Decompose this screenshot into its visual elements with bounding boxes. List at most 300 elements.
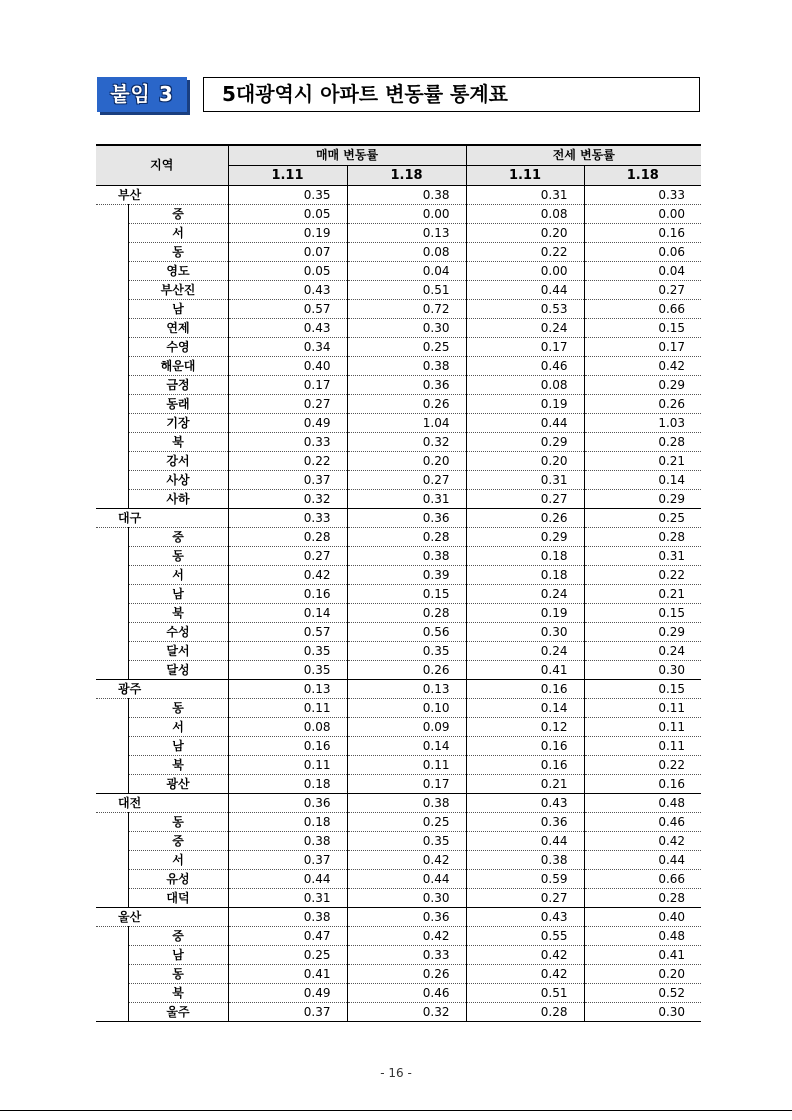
rate-cell: 0.32: [347, 1003, 466, 1022]
rate-cell: 0.37: [228, 1003, 347, 1022]
city-row: [96, 186, 701, 205]
indent-cell: [96, 642, 128, 661]
rate-cell: 0.11: [584, 737, 701, 756]
rate-cell: 0.29: [466, 528, 584, 547]
district-name: 중: [128, 205, 228, 224]
district-name: 북: [128, 433, 228, 452]
rate-cell: 0.35: [347, 832, 466, 851]
rate-cell: 0.46: [347, 984, 466, 1003]
indent-cell: [96, 965, 128, 984]
district-row: [96, 737, 701, 756]
indent-cell: [96, 490, 128, 509]
district-row: [96, 224, 701, 243]
rate-cell: 0.05: [228, 205, 347, 224]
indent-cell: [96, 585, 128, 604]
rate-cell: 0.44: [466, 414, 584, 433]
indent-cell: [96, 395, 128, 414]
rate-cell: 0.33: [228, 509, 347, 528]
apartment-change-rate-table: [96, 144, 701, 1022]
rate-cell: 0.11: [584, 718, 701, 737]
district-row: [96, 528, 701, 547]
district-name: 부산진: [128, 281, 228, 300]
indent-cell: [96, 604, 128, 623]
rate-cell: 0.27: [584, 281, 701, 300]
rate-cell: 0.16: [584, 775, 701, 794]
indent-cell: [96, 832, 128, 851]
rate-cell: 0.22: [466, 243, 584, 262]
rate-cell: 0.16: [228, 585, 347, 604]
rate-cell: 0.13: [228, 680, 347, 699]
rate-cell: 0.28: [228, 528, 347, 547]
district-name: 달서: [128, 642, 228, 661]
rate-cell: 0.26: [466, 509, 584, 528]
rate-cell: 0.24: [466, 585, 584, 604]
rate-cell: 0.08: [347, 243, 466, 262]
district-name: 기장: [128, 414, 228, 433]
indent-cell: [96, 433, 128, 452]
rate-cell: 0.07: [228, 243, 347, 262]
district-name: 연제: [128, 319, 228, 338]
rate-cell: 0.16: [228, 737, 347, 756]
district-row: [96, 357, 701, 376]
rate-cell: 0.72: [347, 300, 466, 319]
sale-rate-header: 매매 변동률: [228, 145, 466, 166]
indent-cell: [96, 547, 128, 566]
rate-cell: 0.46: [466, 357, 584, 376]
indent-cell: [96, 452, 128, 471]
rate-cell: 0.11: [228, 699, 347, 718]
rate-cell: 0.38: [347, 794, 466, 813]
district-row: [96, 623, 701, 642]
district-row: [96, 300, 701, 319]
district-row: [96, 699, 701, 718]
indent-cell: [96, 357, 128, 376]
rate-cell: 0.27: [347, 471, 466, 490]
rate-cell: 0.36: [228, 794, 347, 813]
rate-cell: 0.44: [584, 851, 701, 870]
rate-cell: 0.28: [347, 528, 466, 547]
rate-cell: 0.42: [584, 357, 701, 376]
district-row: [96, 471, 701, 490]
rate-cell: 0.43: [466, 908, 584, 927]
date-header: 1.18: [584, 166, 701, 186]
rate-cell: 0.27: [228, 395, 347, 414]
district-name: 남: [128, 737, 228, 756]
district-name: 동: [128, 813, 228, 832]
rate-cell: 0.35: [228, 661, 347, 680]
indent-cell: [96, 756, 128, 775]
district-row: [96, 1003, 701, 1022]
rate-cell: 0.08: [466, 376, 584, 395]
indent-cell: [96, 300, 128, 319]
district-name: 사하: [128, 490, 228, 509]
rate-cell: 0.30: [466, 623, 584, 642]
rate-cell: 0.15: [584, 319, 701, 338]
district-name: 유성: [128, 870, 228, 889]
rate-cell: 0.38: [347, 357, 466, 376]
rate-cell: 0.21: [466, 775, 584, 794]
rate-cell: 0.27: [466, 490, 584, 509]
indent-cell: [96, 376, 128, 395]
district-name: 동: [128, 243, 228, 262]
rate-cell: 0.17: [347, 775, 466, 794]
rate-cell: 0.33: [347, 946, 466, 965]
district-row: [96, 851, 701, 870]
region-header: 지역: [96, 145, 228, 186]
rate-cell: 0.57: [228, 623, 347, 642]
rate-cell: 0.36: [347, 908, 466, 927]
district-name: 영도: [128, 262, 228, 281]
rate-cell: 0.43: [228, 319, 347, 338]
district-name: 북: [128, 984, 228, 1003]
rate-cell: 0.24: [466, 319, 584, 338]
rate-cell: 0.29: [584, 623, 701, 642]
rate-cell: 0.26: [347, 395, 466, 414]
rate-cell: 0.17: [466, 338, 584, 357]
rate-cell: 0.31: [347, 490, 466, 509]
district-name: 달성: [128, 661, 228, 680]
district-row: [96, 414, 701, 433]
district-row: [96, 965, 701, 984]
indent-cell: [96, 889, 128, 908]
rate-cell: 0.51: [466, 984, 584, 1003]
page-title: 5대광역시 아파트 변동률 통계표: [203, 77, 700, 112]
indent-cell: [96, 699, 128, 718]
rate-cell: 0.38: [228, 832, 347, 851]
city-name: 울산: [96, 908, 228, 927]
indent-cell: [96, 851, 128, 870]
rate-cell: 0.26: [347, 661, 466, 680]
rate-cell: 0.37: [228, 851, 347, 870]
indent-cell: [96, 528, 128, 547]
rate-cell: 0.19: [228, 224, 347, 243]
rate-cell: 0.44: [466, 832, 584, 851]
rate-cell: 0.20: [466, 452, 584, 471]
rate-cell: 0.33: [584, 186, 701, 205]
indent-cell: [96, 813, 128, 832]
indent-cell: [96, 471, 128, 490]
district-name: 울주: [128, 1003, 228, 1022]
rate-cell: 0.28: [584, 528, 701, 547]
rate-cell: 0.17: [228, 376, 347, 395]
district-name: 서: [128, 224, 228, 243]
rate-cell: 0.31: [466, 471, 584, 490]
indent-cell: [96, 262, 128, 281]
rate-cell: 0.10: [347, 699, 466, 718]
rate-cell: 0.43: [466, 794, 584, 813]
rate-cell: 0.42: [347, 851, 466, 870]
indent-cell: [96, 566, 128, 585]
district-row: [96, 585, 701, 604]
rate-cell: 0.27: [228, 547, 347, 566]
district-name: 남: [128, 946, 228, 965]
rate-cell: 0.53: [466, 300, 584, 319]
district-row: [96, 642, 701, 661]
district-name: 대덕: [128, 889, 228, 908]
rate-cell: 0.38: [347, 186, 466, 205]
rate-cell: 0.30: [347, 889, 466, 908]
rate-cell: 0.29: [466, 433, 584, 452]
district-row: [96, 243, 701, 262]
table-body: [96, 186, 701, 1022]
rate-cell: 0.04: [347, 262, 466, 281]
rate-cell: 0.29: [584, 490, 701, 509]
rate-cell: 0.00: [584, 205, 701, 224]
district-row: [96, 433, 701, 452]
district-name: 금정: [128, 376, 228, 395]
rate-cell: 0.28: [584, 889, 701, 908]
rate-cell: 0.24: [584, 642, 701, 661]
district-name: 광산: [128, 775, 228, 794]
rate-cell: 0.32: [228, 490, 347, 509]
rate-cell: 0.42: [347, 927, 466, 946]
rate-cell: 0.18: [466, 547, 584, 566]
rate-cell: 0.37: [228, 471, 347, 490]
rate-cell: 0.46: [584, 813, 701, 832]
rate-cell: 0.18: [228, 813, 347, 832]
rate-cell: 0.31: [584, 547, 701, 566]
rate-cell: 0.20: [347, 452, 466, 471]
district-name: 북: [128, 756, 228, 775]
rate-cell: 0.42: [466, 965, 584, 984]
rate-cell: 0.21: [584, 585, 701, 604]
rate-cell: 0.40: [228, 357, 347, 376]
indent-cell: [96, 414, 128, 433]
rate-cell: 0.38: [466, 851, 584, 870]
rate-cell: 0.27: [466, 889, 584, 908]
rate-cell: 0.43: [228, 281, 347, 300]
rate-cell: 0.35: [228, 642, 347, 661]
rate-cell: 0.06: [584, 243, 701, 262]
rate-cell: 0.48: [584, 794, 701, 813]
rate-cell: 0.22: [584, 566, 701, 585]
rate-cell: 0.36: [347, 376, 466, 395]
jeonse-rate-header: 전세 변동률: [466, 145, 701, 166]
indent-cell: [96, 1003, 128, 1022]
district-name: 중: [128, 528, 228, 547]
district-name: 해운대: [128, 357, 228, 376]
district-row: [96, 319, 701, 338]
rate-cell: 0.25: [347, 338, 466, 357]
district-row: [96, 395, 701, 414]
rate-cell: 0.12: [466, 718, 584, 737]
rate-cell: 0.08: [228, 718, 347, 737]
rate-cell: 0.19: [466, 395, 584, 414]
rate-cell: 0.21: [584, 452, 701, 471]
district-row: [96, 452, 701, 471]
rate-cell: 0.36: [466, 813, 584, 832]
indent-cell: [96, 737, 128, 756]
rate-cell: 0.28: [584, 433, 701, 452]
rate-cell: 0.25: [584, 509, 701, 528]
city-name: 부산: [96, 186, 228, 205]
rate-cell: 0.31: [466, 186, 584, 205]
district-row: [96, 775, 701, 794]
district-name: 동래: [128, 395, 228, 414]
rate-cell: 0.52: [584, 984, 701, 1003]
district-name: 강서: [128, 452, 228, 471]
district-name: 중: [128, 832, 228, 851]
rate-cell: 0.51: [347, 281, 466, 300]
rate-cell: 0.28: [347, 604, 466, 623]
rate-cell: 0.35: [228, 186, 347, 205]
city-row: [96, 908, 701, 927]
district-row: [96, 661, 701, 680]
rate-cell: 0.16: [466, 680, 584, 699]
rate-cell: 0.13: [347, 224, 466, 243]
rate-cell: 0.44: [228, 870, 347, 889]
district-row: [96, 870, 701, 889]
rate-cell: 0.20: [584, 965, 701, 984]
rate-cell: 0.42: [584, 832, 701, 851]
rate-cell: 0.39: [347, 566, 466, 585]
rate-cell: 0.41: [584, 946, 701, 965]
rate-cell: 0.16: [584, 224, 701, 243]
district-name: 서: [128, 566, 228, 585]
footer-rule: [0, 1110, 792, 1111]
rate-cell: 0.16: [466, 737, 584, 756]
city-name: 광주: [96, 680, 228, 699]
rate-cell: 1.03: [584, 414, 701, 433]
district-row: [96, 205, 701, 224]
district-row: [96, 566, 701, 585]
indent-cell: [96, 984, 128, 1003]
rate-cell: 0.15: [584, 680, 701, 699]
rate-cell: 0.35: [347, 642, 466, 661]
district-row: [96, 889, 701, 908]
rate-cell: 0.17: [584, 338, 701, 357]
district-name: 동: [128, 965, 228, 984]
district-row: [96, 927, 701, 946]
rate-cell: 0.40: [584, 908, 701, 927]
district-row: [96, 984, 701, 1003]
indent-cell: [96, 319, 128, 338]
attachment-badge: 붙임 3: [97, 77, 187, 112]
rate-cell: 0.44: [347, 870, 466, 889]
indent-cell: [96, 718, 128, 737]
rate-cell: 0.31: [228, 889, 347, 908]
rate-cell: 0.04: [584, 262, 701, 281]
rate-cell: 0.42: [228, 566, 347, 585]
rate-cell: 0.25: [228, 946, 347, 965]
district-name: 동: [128, 699, 228, 718]
date-header: 1.11: [228, 166, 347, 186]
rate-cell: 0.26: [584, 395, 701, 414]
rate-cell: 0.28: [466, 1003, 584, 1022]
indent-cell: [96, 224, 128, 243]
district-row: [96, 338, 701, 357]
district-name: 서: [128, 851, 228, 870]
rate-cell: 0.49: [228, 984, 347, 1003]
rate-cell: 0.41: [466, 661, 584, 680]
rate-cell: 0.18: [228, 775, 347, 794]
indent-cell: [96, 775, 128, 794]
indent-cell: [96, 661, 128, 680]
rate-cell: 0.19: [466, 604, 584, 623]
district-name: 수성: [128, 623, 228, 642]
rate-cell: 0.11: [584, 699, 701, 718]
rate-cell: 0.48: [584, 927, 701, 946]
rate-cell: 0.30: [584, 1003, 701, 1022]
page-number: - 16 -: [380, 1066, 412, 1080]
rate-cell: 0.11: [347, 756, 466, 775]
rate-cell: 0.14: [347, 737, 466, 756]
rate-cell: 0.33: [228, 433, 347, 452]
district-row: [96, 376, 701, 395]
rate-cell: 0.18: [466, 566, 584, 585]
indent-cell: [96, 205, 128, 224]
district-row: [96, 604, 701, 623]
district-row: [96, 832, 701, 851]
date-header: 1.11: [466, 166, 584, 186]
city-name: 대구: [96, 509, 228, 528]
rate-cell: 0.41: [228, 965, 347, 984]
district-row: [96, 547, 701, 566]
rate-cell: 0.16: [466, 756, 584, 775]
rate-cell: 0.24: [466, 642, 584, 661]
district-name: 서: [128, 718, 228, 737]
district-name: 수영: [128, 338, 228, 357]
rate-cell: 0.32: [347, 433, 466, 452]
rate-cell: 0.44: [466, 281, 584, 300]
district-row: [96, 262, 701, 281]
district-name: 남: [128, 585, 228, 604]
rate-cell: 0.29: [584, 376, 701, 395]
city-row: [96, 509, 701, 528]
rate-cell: 0.55: [466, 927, 584, 946]
rate-cell: 0.49: [228, 414, 347, 433]
rate-cell: 0.36: [347, 509, 466, 528]
rate-cell: 0.26: [347, 965, 466, 984]
district-name: 사상: [128, 471, 228, 490]
rate-cell: 0.59: [466, 870, 584, 889]
rate-cell: 0.38: [347, 547, 466, 566]
rate-cell: 0.15: [347, 585, 466, 604]
rate-cell: 0.11: [228, 756, 347, 775]
indent-cell: [96, 338, 128, 357]
indent-cell: [96, 946, 128, 965]
rate-cell: 0.66: [584, 870, 701, 889]
indent-cell: [96, 870, 128, 889]
rate-cell: 0.22: [228, 452, 347, 471]
rate-cell: 0.00: [347, 205, 466, 224]
city-row: [96, 794, 701, 813]
rate-cell: 0.30: [584, 661, 701, 680]
rate-cell: 0.30: [347, 319, 466, 338]
rate-cell: 0.15: [584, 604, 701, 623]
rate-cell: 1.04: [347, 414, 466, 433]
rate-cell: 0.34: [228, 338, 347, 357]
indent-cell: [96, 243, 128, 262]
district-name: 중: [128, 927, 228, 946]
rate-cell: 0.14: [584, 471, 701, 490]
rate-cell: 0.57: [228, 300, 347, 319]
indent-cell: [96, 927, 128, 946]
rate-cell: 0.42: [466, 946, 584, 965]
city-name: 대전: [96, 794, 228, 813]
district-row: [96, 718, 701, 737]
section-header: [97, 77, 700, 112]
indent-cell: [96, 623, 128, 642]
district-row: [96, 281, 701, 300]
rate-cell: 0.56: [347, 623, 466, 642]
district-row: [96, 946, 701, 965]
city-row: [96, 680, 701, 699]
date-header: 1.18: [347, 166, 466, 186]
rate-cell: 0.25: [347, 813, 466, 832]
rate-cell: 0.66: [584, 300, 701, 319]
rate-cell: 0.13: [347, 680, 466, 699]
